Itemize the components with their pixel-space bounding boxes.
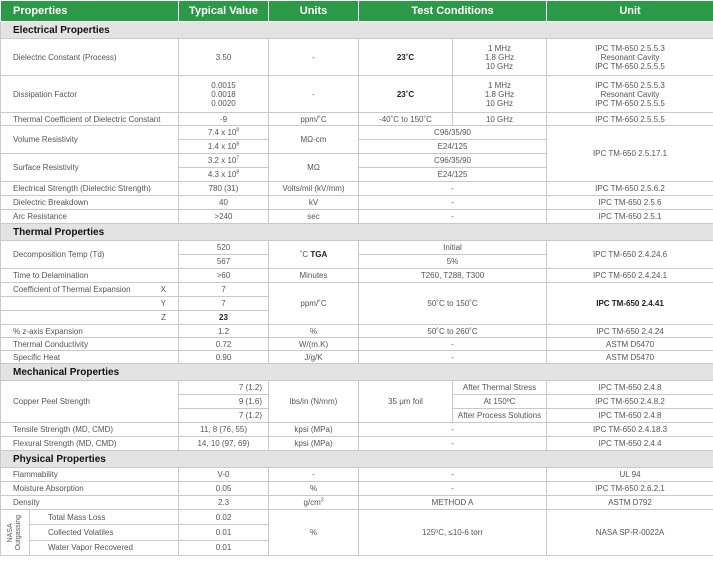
units: sec: [269, 210, 359, 224]
prop-name: Surface Resistivity: [1, 154, 179, 182]
test-method: IPC TM-650 2.4.8: [547, 409, 713, 423]
row-tensile-strength: [1, 423, 713, 437]
test-method: IPC TM-650 2.4.41: [547, 283, 713, 325]
row-flammability: [1, 468, 713, 482]
units: ˚C TGA: [269, 241, 359, 269]
header-typical-value: Typical Value: [179, 1, 269, 22]
typical-value: 1.4 x $10^8$: [179, 140, 269, 154]
test-freq: 10 GHz: [453, 113, 547, 126]
test-temp: -40˚C to 150˚C: [359, 113, 453, 126]
nasa-label: NASA Outgassing: [1, 510, 30, 555]
test-condition: After Process Solutions: [453, 409, 547, 423]
typical-value: 7 (1.2): [179, 381, 269, 395]
units: lbs/in (N/mm): [269, 381, 359, 423]
test-method: IPC TM-650 2.5.17.1: [547, 126, 713, 182]
test-condition: METHOD A: [359, 496, 547, 510]
typical-value: >60: [179, 269, 269, 283]
section-mechanical: Mechanical Properties: [1, 364, 713, 381]
test-condition: 50˚C to 150˚C: [359, 283, 547, 325]
row-thermal-conductivity: [1, 338, 713, 351]
prop-name: Dielectric Constant (Process): [1, 39, 179, 76]
row-electrical-strength: [1, 182, 713, 196]
axis-y: Y: [160, 299, 166, 308]
prop-name: [1, 297, 179, 311]
typical-value: 0.90: [179, 351, 269, 364]
test-method: IPC TM-650 2.4.24.1: [547, 269, 713, 283]
typical-value: 3.50: [179, 39, 269, 76]
typical-value: >240: [179, 210, 269, 224]
test-temp: 23˚C: [359, 39, 453, 76]
units: MΩ: [269, 154, 359, 182]
units: ppm/˚C: [269, 113, 359, 126]
row-specific-heat: [1, 351, 713, 364]
test-condition: Initial: [359, 241, 547, 255]
typical-value: 0.72: [179, 338, 269, 351]
row-copper-peel-1: [1, 381, 713, 395]
prop-name: Dielectric Breakdown: [1, 196, 179, 210]
test-condition: C96/35/90: [359, 126, 547, 140]
test-condition: -: [359, 437, 547, 451]
units: kpsi (MPa): [269, 437, 359, 451]
prop-name: [1, 283, 179, 297]
test-method: IPC TM-650 2.5.5.3 Resonant Cavity IPC TM-650 2.5.5.5: [547, 76, 713, 113]
prop-name: Moisture Absorption: [1, 482, 179, 496]
typical-value: 4.3 x $10^8$: [179, 168, 269, 182]
test-condition: E24/125: [359, 140, 547, 154]
typical-value: 2.3: [179, 496, 269, 510]
axis-z: Z: [161, 313, 166, 322]
typical-value: 7: [179, 283, 269, 297]
test-condition: -: [359, 482, 547, 496]
test-method: ASTM D5470: [547, 351, 713, 364]
prop-name: Copper Peel Strength: [1, 381, 179, 423]
test-method: IPC TM-650 2.4.8: [547, 381, 713, 395]
test-method: IPC TM-650 2.5.6: [547, 196, 713, 210]
typical-value: 1.2: [179, 325, 269, 338]
row-density: [1, 496, 713, 510]
header-unit: Unit: [547, 1, 713, 22]
test-method: IPC TM-650 2.4.24.6: [547, 241, 713, 269]
header-units: Units: [269, 1, 359, 22]
units: W/(m.K): [269, 338, 359, 351]
typical-value: 23: [179, 311, 269, 325]
row-z-axis-expansion: [1, 325, 713, 338]
typical-value: V-0: [179, 468, 269, 482]
test-condition: C96/35/90: [359, 154, 547, 168]
section-physical: Physical Properties: [1, 451, 713, 468]
row-tcdk: [1, 113, 713, 126]
test-method: UL 94: [547, 468, 713, 482]
prop-name: Volume Resistivity: [1, 126, 179, 154]
typical-value: 0.01: [179, 525, 269, 540]
typical-value: 3.2 x $10^7$: [179, 154, 269, 168]
row-dielectric-constant: [1, 39, 713, 76]
section-thermal: Thermal Properties: [1, 224, 713, 241]
row-time-to-delamination: [1, 269, 713, 283]
test-condition: -: [359, 351, 547, 364]
typical-value: 0.0015 0.0018 0.0020: [179, 76, 269, 113]
units: -: [269, 39, 359, 76]
prop-name: Flammability: [1, 468, 179, 482]
units: %: [269, 482, 359, 496]
row-arc-resistance: [1, 210, 713, 224]
units: Minutes: [269, 269, 359, 283]
test-condition: T260, T288, T300: [359, 269, 547, 283]
test-condition: 5%: [359, 255, 547, 269]
units: %: [269, 325, 359, 338]
test-condition: 50˚C to 260˚C: [359, 325, 547, 338]
prop-name: Dissipation Factor: [1, 76, 179, 113]
prop-name: Arc Resistance: [1, 210, 179, 224]
test-method: IPC TM-650 2.5.5.3 Resonant Cavity IPC TM-650 2.5.5.5: [547, 39, 713, 76]
units: %: [269, 510, 359, 556]
row-dissipation-factor: [1, 76, 713, 113]
test-method: IPC TM-650 2.4.18.3: [547, 423, 713, 437]
units: -: [269, 76, 359, 113]
nasa-cvcm-label: Collected Volatiles: [30, 525, 178, 540]
units: kpsi (MPa): [269, 423, 359, 437]
units: MΩ-cm: [269, 126, 359, 154]
prop-name: [1, 311, 179, 325]
prop-name: Specific Heat: [1, 351, 179, 364]
prop-name: Electrical Strength (Dielectric Strength): [1, 182, 179, 196]
test-method: IPC TM-650 2.4.24: [547, 325, 713, 338]
prop-name: Decomposition Temp (Td): [1, 241, 179, 269]
units: J/g/K: [269, 351, 359, 364]
test-condition: After Thermal Stress: [453, 381, 547, 395]
test-condition: At 150ºC: [453, 395, 547, 409]
test-method: IPC TM-650 2.5.6.2: [547, 182, 713, 196]
row-decomposition-temp: [1, 241, 713, 255]
units: ppm/˚C: [269, 283, 359, 325]
test-condition: -: [359, 182, 547, 196]
units: $g/cm^3$: [269, 496, 359, 510]
nasa-cell: [1, 510, 179, 556]
typical-value: 7 (1.2): [179, 409, 269, 423]
units: -: [269, 468, 359, 482]
prop-name: Thermal Coefficient of Dielectric Constant: [1, 113, 179, 126]
typical-value: 780 (31): [179, 182, 269, 196]
axis-x: X: [160, 285, 166, 294]
typical-value: 0.05: [179, 482, 269, 496]
row-dielectric-breakdown: [1, 196, 713, 210]
prop-name: Flexural Strength (MD, CMD): [1, 437, 179, 451]
prop-name: Tensile Strength (MD, CMD): [1, 423, 179, 437]
test-method: IPC TM-650 2.5.5.5: [547, 113, 713, 126]
typical-value: 7.4 x $10^8$: [179, 126, 269, 140]
test-condition: -: [359, 210, 547, 224]
test-foil: 35 μm foil: [359, 381, 453, 423]
cte-label: Coefficient of Thermal Expansion: [13, 285, 131, 294]
prop-name: Time to Delamination: [1, 269, 179, 283]
typical-value: 11, 8 (76, 55): [179, 423, 269, 437]
section-electrical: Electrical Properties: [1, 22, 713, 39]
nasa-wvr-label: Water Vapor Recovered: [48, 543, 133, 553]
row-flexural-strength: [1, 437, 713, 451]
test-condition: E24/125: [359, 168, 547, 182]
typical-value: 567: [179, 255, 269, 269]
test-condition: -: [359, 338, 547, 351]
typical-value: 14, 10 (97, 69): [179, 437, 269, 451]
header-test-conditions: Test Conditions: [359, 1, 547, 22]
test-temp: 23˚C: [359, 76, 453, 113]
test-method: IPC TM-650 2.5.1: [547, 210, 713, 224]
test-condition: -: [359, 423, 547, 437]
units: Volts/mil (kV/mm): [269, 182, 359, 196]
typical-value: 40: [179, 196, 269, 210]
test-condition: -: [359, 196, 547, 210]
nasa-tml-label: Total Mass Loss: [30, 510, 178, 525]
header-properties: Properties: [1, 1, 179, 22]
test-method: IPC TM-650 2.4.8.2: [547, 395, 713, 409]
units: kV: [269, 196, 359, 210]
row-volume-resistivity: [1, 126, 713, 140]
header-row: [1, 1, 713, 22]
test-freq: 1 MHz 1.8 GHz 10 GHz: [453, 76, 547, 113]
typical-value: 0.02: [179, 510, 269, 525]
prop-name: Thermal Conductivity: [1, 338, 179, 351]
test-condition: 125ºC, ≤10-6 torr: [359, 510, 547, 556]
typical-value: 0.01: [179, 540, 269, 555]
test-method: NASA SP-R-0022A: [547, 510, 713, 556]
row-moisture-absorption: [1, 482, 713, 496]
typical-value: 9 (1.6): [179, 395, 269, 409]
test-freq: 1 MHz 1.8 GHz 10 GHz: [453, 39, 547, 76]
typical-value: 520: [179, 241, 269, 255]
prop-name: % z-axis Expansion: [1, 325, 179, 338]
row-cte-x: [1, 283, 713, 297]
test-method: ASTM D792: [547, 496, 713, 510]
typical-value: -9: [179, 113, 269, 126]
prop-name: Density: [1, 496, 179, 510]
test-method: IPC TM-650 2.4.4: [547, 437, 713, 451]
test-method: IPC TM-650 2.6.2.1: [547, 482, 713, 496]
test-method: ASTM D5470: [547, 338, 713, 351]
test-condition: -: [359, 468, 547, 482]
row-nasa-tml: [1, 510, 713, 525]
typical-value: 7: [179, 297, 269, 311]
